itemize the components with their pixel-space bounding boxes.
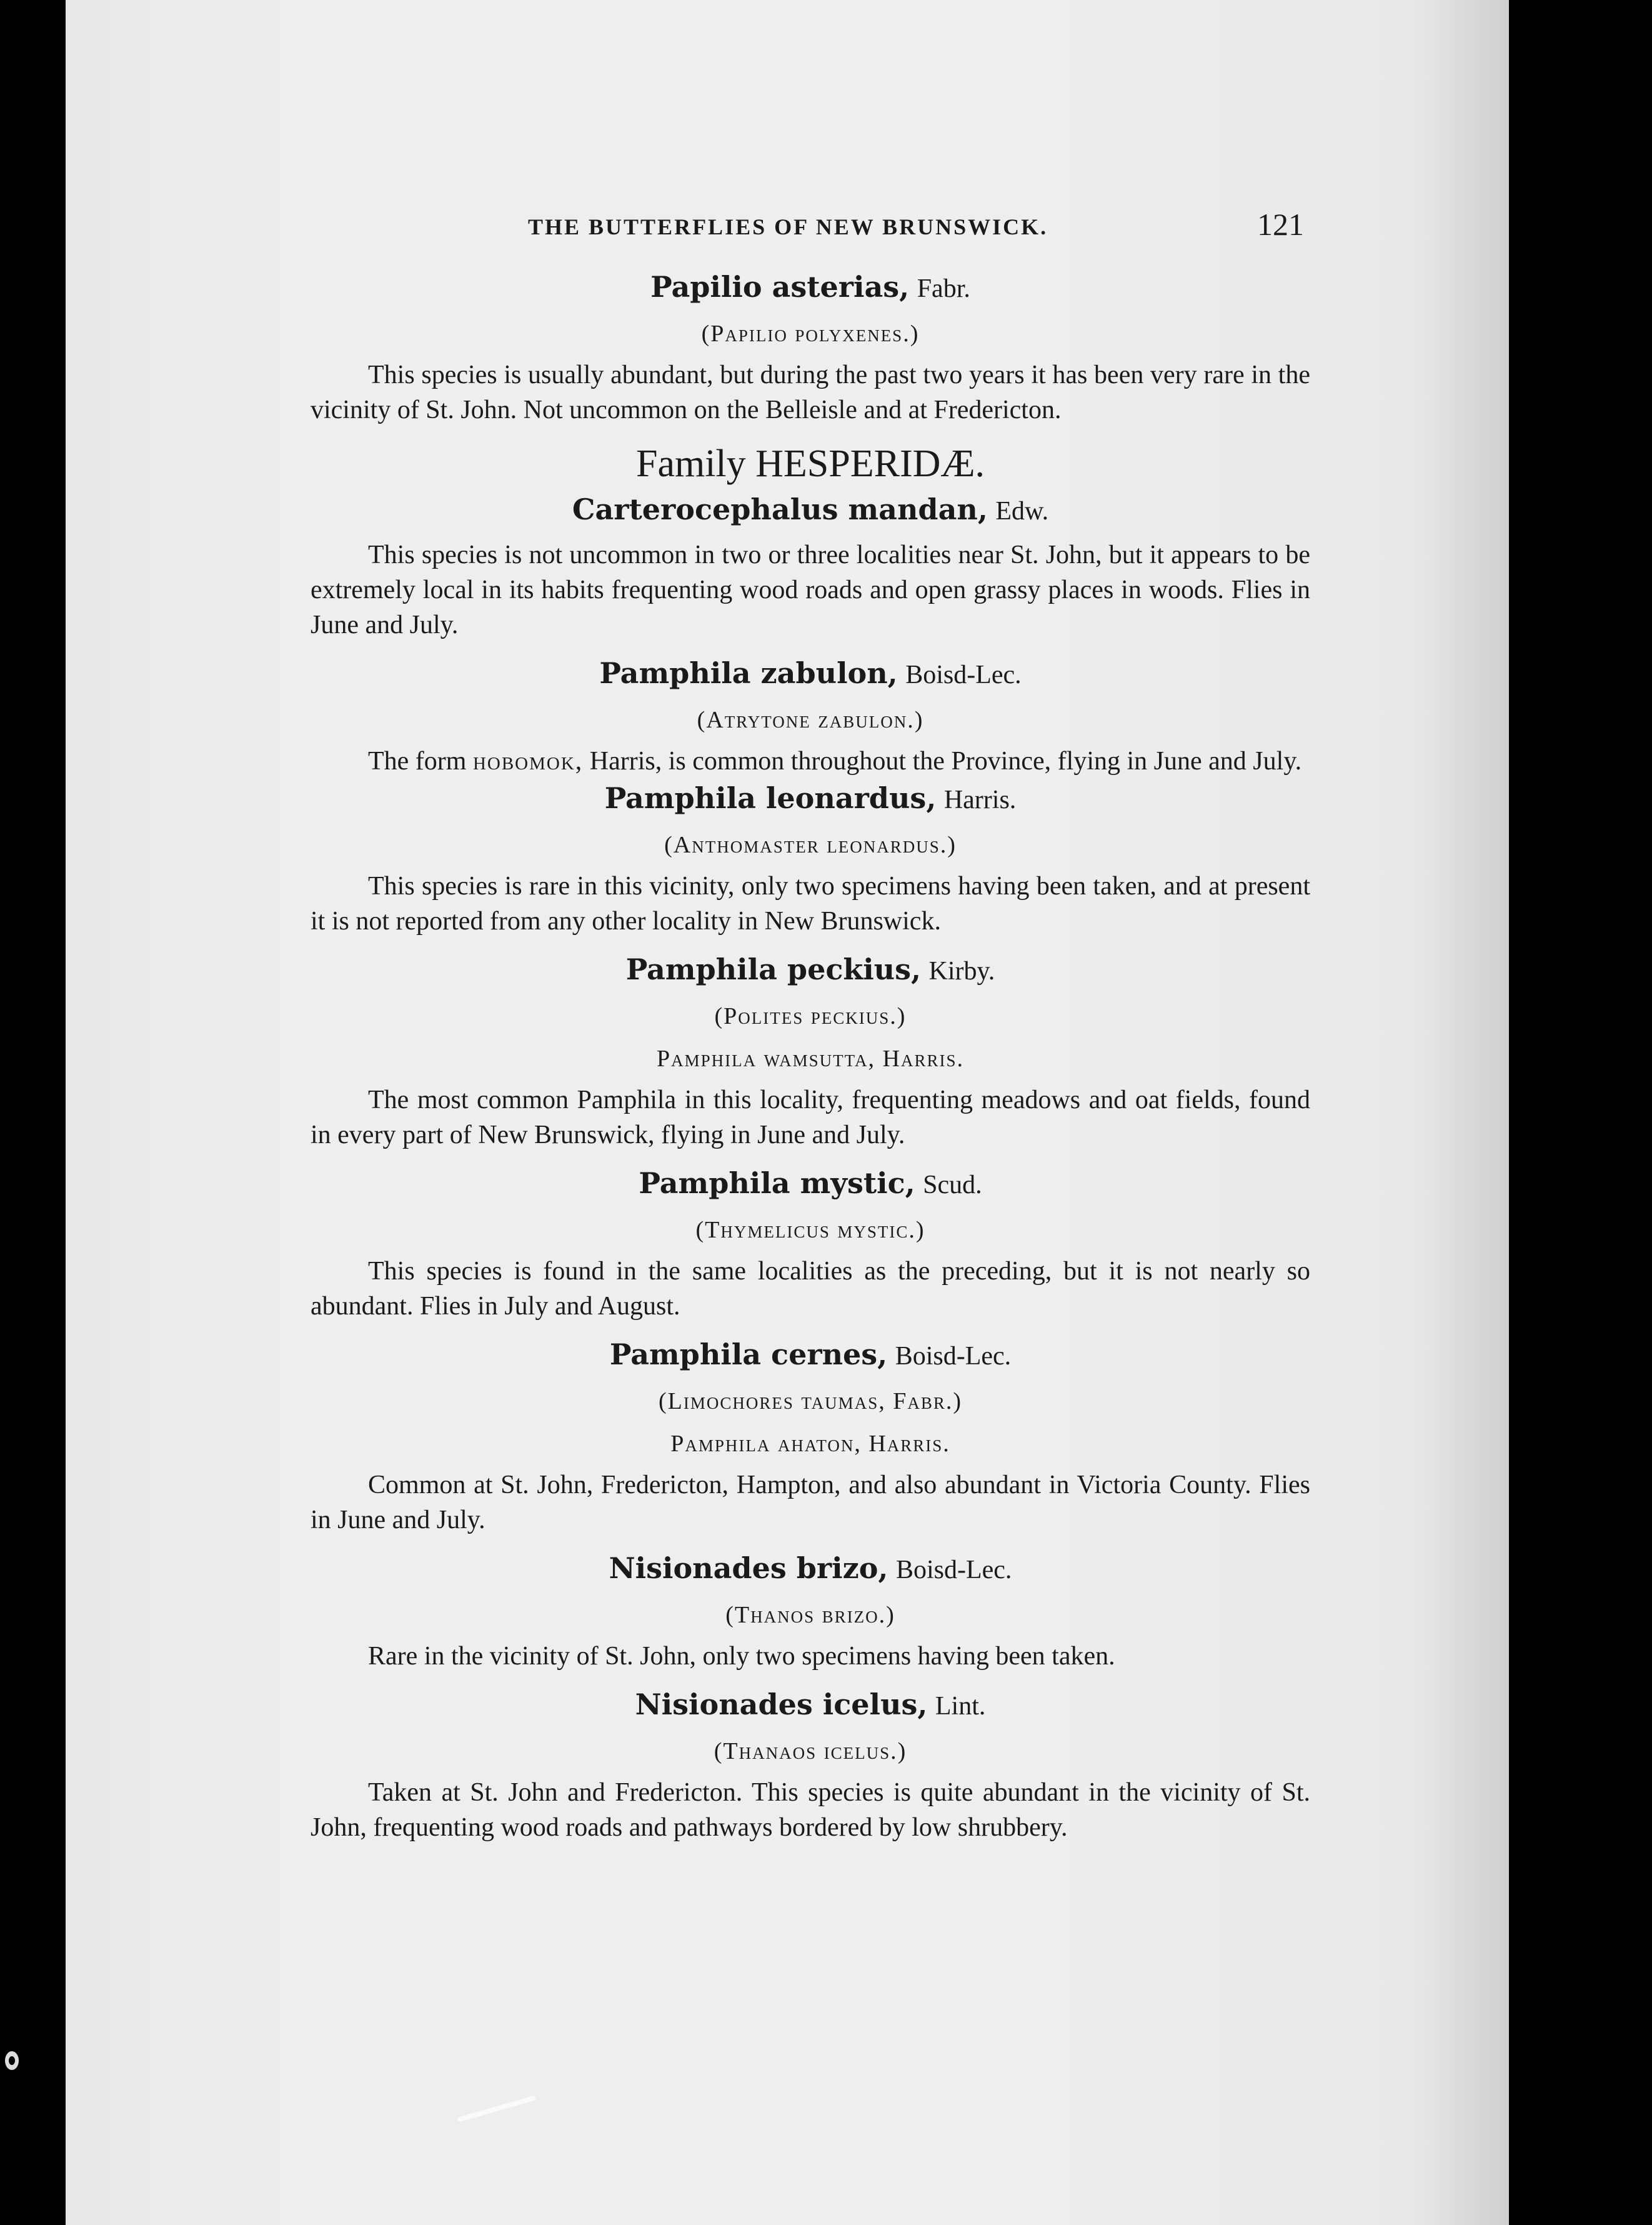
species-author: Lint.: [935, 1692, 986, 1721]
species-author: Harris.: [943, 786, 1017, 814]
species-name: Pamphila mystic,: [639, 1166, 915, 1200]
species-description: The most common Pamphila in this locality, frequenting meadows and oat fields, found in every part of New Brunswick, flying in June and July.: [311, 1086, 1310, 1149]
species-heading: [311, 945, 1310, 995]
synonym: (Anthomaster leonardus.): [664, 832, 957, 858]
species-name: Nisionades icelus,: [635, 1688, 928, 1721]
species-author: Edw.: [995, 497, 1049, 526]
species-name: Pamphila zabulon,: [599, 656, 898, 690]
species-description: This species is found in the same localities as the preceding, but it is not nearly so abundant. Flies in July and August.: [311, 1257, 1310, 1321]
running-title: THE BUTTERFLIES OF NEW BRUNSWICK.: [528, 214, 1048, 239]
species-author: Fabr.: [917, 274, 970, 303]
synonym: (Polites peckius.): [714, 1003, 907, 1029]
species-name: Pamphila cernes,: [609, 1338, 888, 1371]
species-heading: [311, 649, 1310, 699]
species-name: Nisionades brizo,: [609, 1551, 888, 1585]
synonym: (Papilio polyxenes.): [701, 321, 920, 347]
species-author: Kirby.: [928, 957, 995, 986]
species-name: Papilio asterias,: [650, 270, 910, 304]
species-description: This species is not uncommon in two or three localities near St. John, but it appears to be extremely local in its habits frequenting wood roads and open grassy places in woods. Flies in June and July.: [311, 541, 1310, 639]
page-edge-shadow: [1546, 0, 1575, 2225]
species-description: Rare in the vicinity of St. John, only two specimens having been taken.: [368, 1642, 1115, 1671]
species-author: Scud.: [923, 1171, 982, 1199]
species-name: Pamphila peckius,: [625, 952, 922, 986]
species-heading: [311, 1159, 1310, 1209]
species-description: Common at St. John, Fredericton, Hampton, and also abundant in Victoria County. Flies in June and July.: [311, 1471, 1310, 1534]
synonym-secondary: Pamphila ahaton, Harris.: [670, 1431, 950, 1457]
family-heading: Family HESPERIDÆ.: [635, 442, 985, 485]
text-before: The form: [368, 747, 467, 776]
species-name: Pamphila leonardus,: [604, 781, 937, 815]
synonym: (Thymelicus mystic.): [695, 1217, 925, 1243]
species-author: Boisd-Lec.: [895, 1342, 1012, 1371]
synonym: (Thanos brizo.): [725, 1602, 895, 1628]
species-heading: [311, 774, 1310, 824]
synonym: (Thanaos icelus.): [714, 1738, 907, 1764]
synonym-secondary: Pamphila wamsutta, Harris.: [657, 1046, 964, 1072]
species-name: Carterocephalus mandan,: [572, 492, 988, 526]
synonym: (Limochores taumas, Fabr.): [658, 1388, 963, 1414]
text-column: [311, 206, 1310, 1851]
synonym: (Atrytone zabulon.): [697, 707, 924, 733]
species-heading: [311, 262, 1310, 312]
species-heading: [311, 1330, 1310, 1380]
species-description: Taken at St. John and Fredericton. This species is quite abundant in the vicinity of St. John, frequenting wood roads and pathways bordered by low shrubbery.: [311, 1778, 1310, 1842]
species-heading: [311, 485, 1310, 535]
scan-hole-mark: [5, 2051, 19, 2070]
species-author: Boisd-Lec.: [895, 1556, 1012, 1584]
running-head: [311, 206, 1310, 244]
species-description: This species is usually abundant, but during the past two years it has been very rare in the vicinity of St. John. Not uncommon on the Belleisle and at Fredericton.: [311, 361, 1310, 424]
species-heading: [311, 1680, 1310, 1730]
form-name: hobomok,: [472, 747, 584, 776]
species-author: Boisd-Lec.: [905, 661, 1022, 689]
page-number: 121: [1257, 207, 1304, 242]
text-after: Harris, is common throughout the Province, flying in June and July.: [589, 747, 1302, 776]
species-description: This species is rare in this vicinity, only two specimens having been taken, and at present it is not reported from any other locality in New Brunswick.: [311, 872, 1310, 936]
species-heading: [311, 1544, 1310, 1594]
